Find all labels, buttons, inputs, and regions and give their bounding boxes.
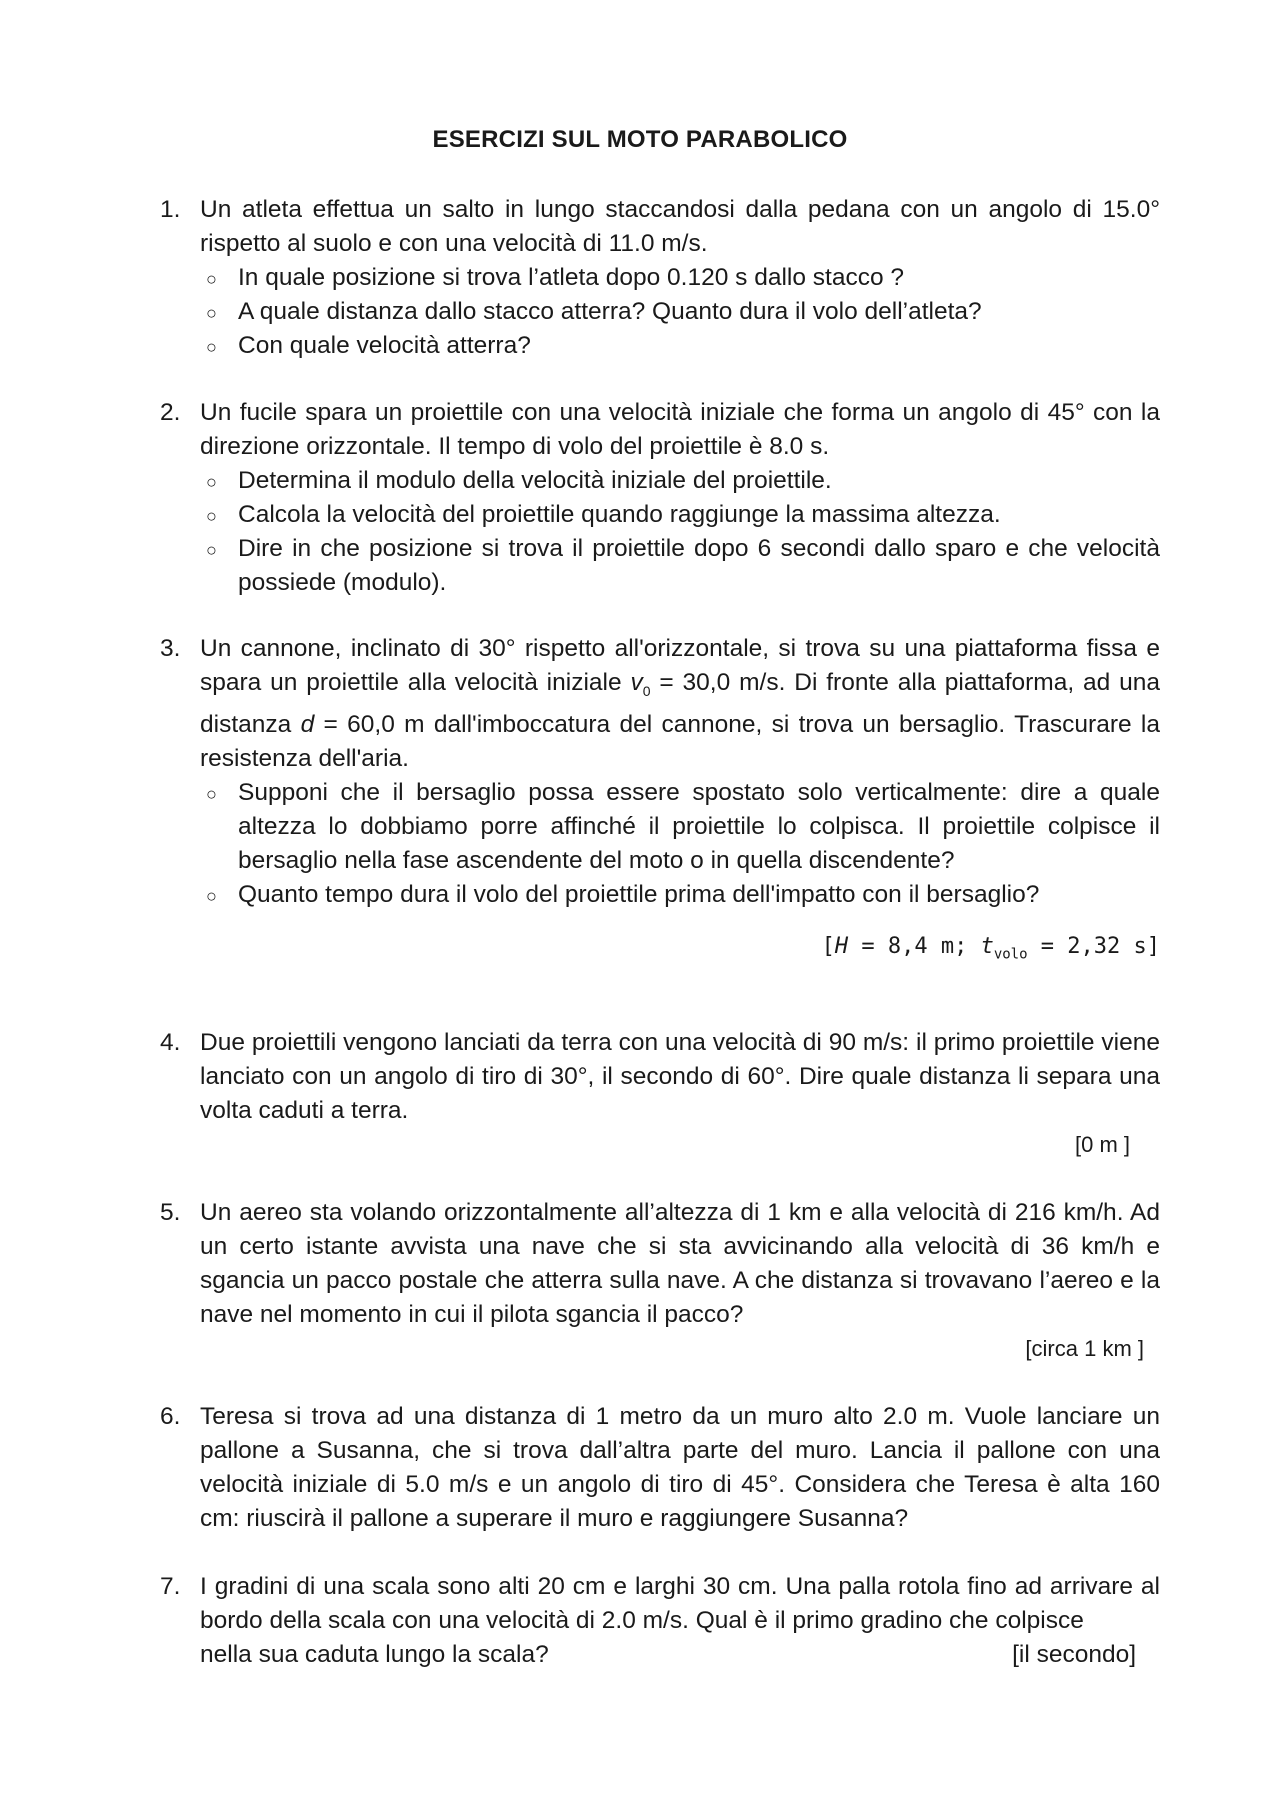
bullet-icon: ○ [206, 783, 217, 804]
list-item: ○ Supponi che il bersaglio possa essere spostato solo verticalmente: dire a quale altezza lo dobbiamo porre affinché il proiettile lo colpisca. Il proiettile colpisce il bersaglio nella fase ascendente del moto o in quella discendente? [206, 778, 1160, 874]
exercise-6 [160, 1400, 1160, 1536]
list-item: ○ Dire in che posizione si trova il proiettile dopo 6 secondi dallo sparo e che velocità possiede (modulo). [206, 535, 1160, 596]
page-title: ESERCIZI SUL MOTO PARABOLICO [432, 126, 848, 153]
exercise-2 [160, 396, 1160, 600]
list-item: ○ Calcola la velocità del proiettile quando raggiunge la massima altezza. [200, 498, 1160, 532]
exercise-text: Due proiettili vengono lanciati da terra con una velocità di 90 m/s: il primo proiettile viene lanciato con un angolo di tiro di 30°, il secondo di 60°. Dire quale distanza li separa una volta caduti a terra. [200, 1029, 1160, 1124]
answer: [il secondo] [1012, 1641, 1136, 1668]
exercise-last-line: nella sua caduta lungo la scala? [il secondo] [200, 1638, 1160, 1672]
bullet-icon: ○ [206, 303, 217, 323]
exercise-number: 5. [160, 1199, 181, 1226]
exercise-text: Teresa si trova ad una distanza di 1 metro da un muro alto 2.0 m. Vuole lanciare un pallone a Susanna, che si trova dall’altra parte del muro. Lancia il pallone con una velocità iniziale di 5.0 m/s e un angolo di tiro di 45°. Considera che Teresa è alta 160 cm: riuscirà il pallone a superare il muro e raggiungere Susanna? [200, 1403, 1160, 1532]
bullet-icon: ○ [206, 540, 217, 560]
answer: [0 m ] [1074, 1132, 1130, 1157]
bullet-icon: ○ [206, 472, 217, 492]
exercise-1 [160, 193, 1160, 363]
list-item: ○ Quanto tempo dura il volo del proiettile prima dell'impatto con il bersaglio? [200, 878, 1160, 912]
bullet-icon: ○ [206, 337, 217, 357]
exercise-number: 7. [160, 1573, 181, 1600]
exercise-5 [160, 1196, 1160, 1366]
bullet-icon: ○ [206, 506, 217, 526]
list-item: ○ A quale distanza dallo stacco atterra? Quanto dura il volo dell’atleta? [200, 295, 1160, 329]
exercise-number: 1. [160, 196, 181, 223]
exercise-number: 3. [160, 635, 181, 662]
answer: [H = 8,4 m; $t_{volo} = 2,32$ s] [821, 933, 1160, 963]
exercise-text: Un cannone, inclinato di 30° rispetto all'orizzontale, si trova su una piattaforma fissa e spara un proiettile alla velocità iniziale $v_0 = 30,0$ m/s. Di fronte alla piattaforma, ad una distanza d = 60,0 m dall'imboccatura del cannone, si trova un bersaglio. Trascurare la resistenza dell'aria. [200, 635, 1161, 772]
exercise-text: Un atleta effettua un salto in lungo staccandosi dalla pedana con un angolo di 15.0° rispetto al suolo e con una velocità di 11.0 m/s. [200, 196, 1160, 257]
exercise-7 [160, 1570, 1160, 1672]
exercise-text: I gradini di una scala sono alti 20 cm e larghi 30 cm. Una palla rotola fino ad arrivare al bordo della scala con una velocità di 2.0 m/s. Qual è il primo gradino che colpisce [200, 1573, 1160, 1634]
exercise-text: Un aereo sta volando orizzontalmente all’altezza di 1 km e alla velocità di 216 km/h. Ad un certo istante avvista una nave che si sta avvicinando alla velocità di 36 km/h e sgancia un pacco postale che atterra sulla nave. A che distanza si trovavano l’aereo e la nave nel momento in cui il pilota sgancia il pacco? [200, 1199, 1160, 1328]
exercise-number: 6. [160, 1403, 181, 1430]
bullet-icon: ○ [206, 885, 217, 906]
exercise-number: 2. [160, 399, 181, 426]
answer: [circa 1 km ] [1025, 1336, 1144, 1361]
bullet-icon: ○ [206, 269, 217, 289]
exercise-3 [160, 632, 1160, 971]
exercise-text: Un fucile spara un proiettile con una velocità iniziale che forma un angolo di 45° con la direzione orizzontale. Il tempo di volo del proiettile è 8.0 s. [200, 399, 1160, 460]
exercise-number: 4. [160, 1029, 181, 1056]
list-item: ○ Con quale velocità atterra? [200, 329, 1160, 363]
exercise-4 [160, 1026, 1160, 1162]
list-item: ○ In quale posizione si trova l’atleta dopo 0.120 s dallo stacco ? [200, 261, 1160, 295]
list-item: ○ Determina il modulo della velocità iniziale del proiettile. [200, 464, 1160, 498]
